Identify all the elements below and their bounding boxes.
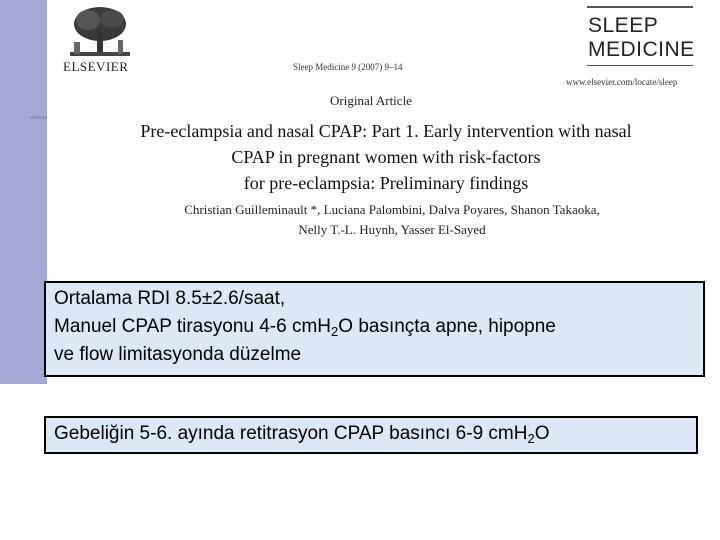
box2-text-pre: Gebeliğin 5-6. ayında retitrasyon CPAP basıncı 6-9 cmH [54, 423, 528, 444]
box2-text-post: O [534, 423, 550, 444]
line2-subscript: 2 [331, 324, 339, 339]
summary-box-1 [44, 281, 705, 377]
elsevier-tree-logo [64, 4, 136, 60]
article-title [66, 118, 706, 196]
authors-line2: Nelly T.-L. Huynh, Yasser El-Sayed [298, 222, 486, 237]
authors-line1: Christian Guilleminault *, Luciana Palombini, Dalva Poyares, Shanon Takaoka, [184, 202, 600, 217]
article-title-line3: for pre-eclampsia: Preliminary findings [243, 173, 529, 193]
article-type: Original Article [330, 93, 412, 108]
summary-box-1-line2 [54, 313, 695, 341]
summary-box-2-line [54, 420, 688, 448]
journal-rule-top [587, 6, 693, 8]
journal-name-line2: MEDICINE [588, 38, 695, 61]
article-title-line1: Pre-eclampsia and nasal CPAP: Part 1. Early intervention with nasal [140, 121, 632, 141]
line2-text-post: O basınçta apne, hipopne [338, 316, 556, 337]
journal-reference: Sleep Medicine 9 (2007) 9–14 [293, 62, 403, 72]
journal-name-line1: SLEEP [588, 14, 659, 37]
line2-text-pre: Manuel CPAP tirasyonu 4-6 cmH [54, 316, 332, 337]
summary-box-1-line3: ve flow limitasyonda düzelme [54, 344, 302, 365]
publisher-name: ELSEVIER [63, 59, 129, 74]
box2-subscript: 2 [527, 431, 535, 446]
article-authors [92, 200, 692, 240]
journal-name [588, 14, 698, 62]
article-title-line2: CPAP in pregnant women with risk-factors [231, 147, 541, 167]
summary-box-1-line1: Ortalama RDI 8.5±2.6/saat, [54, 288, 286, 309]
left-accent-bar [0, 0, 47, 384]
journal-url: www.elsevier.com/locate/sleep [566, 77, 678, 87]
journal-rule-bottom [587, 65, 693, 66]
summary-box-2 [44, 416, 698, 454]
